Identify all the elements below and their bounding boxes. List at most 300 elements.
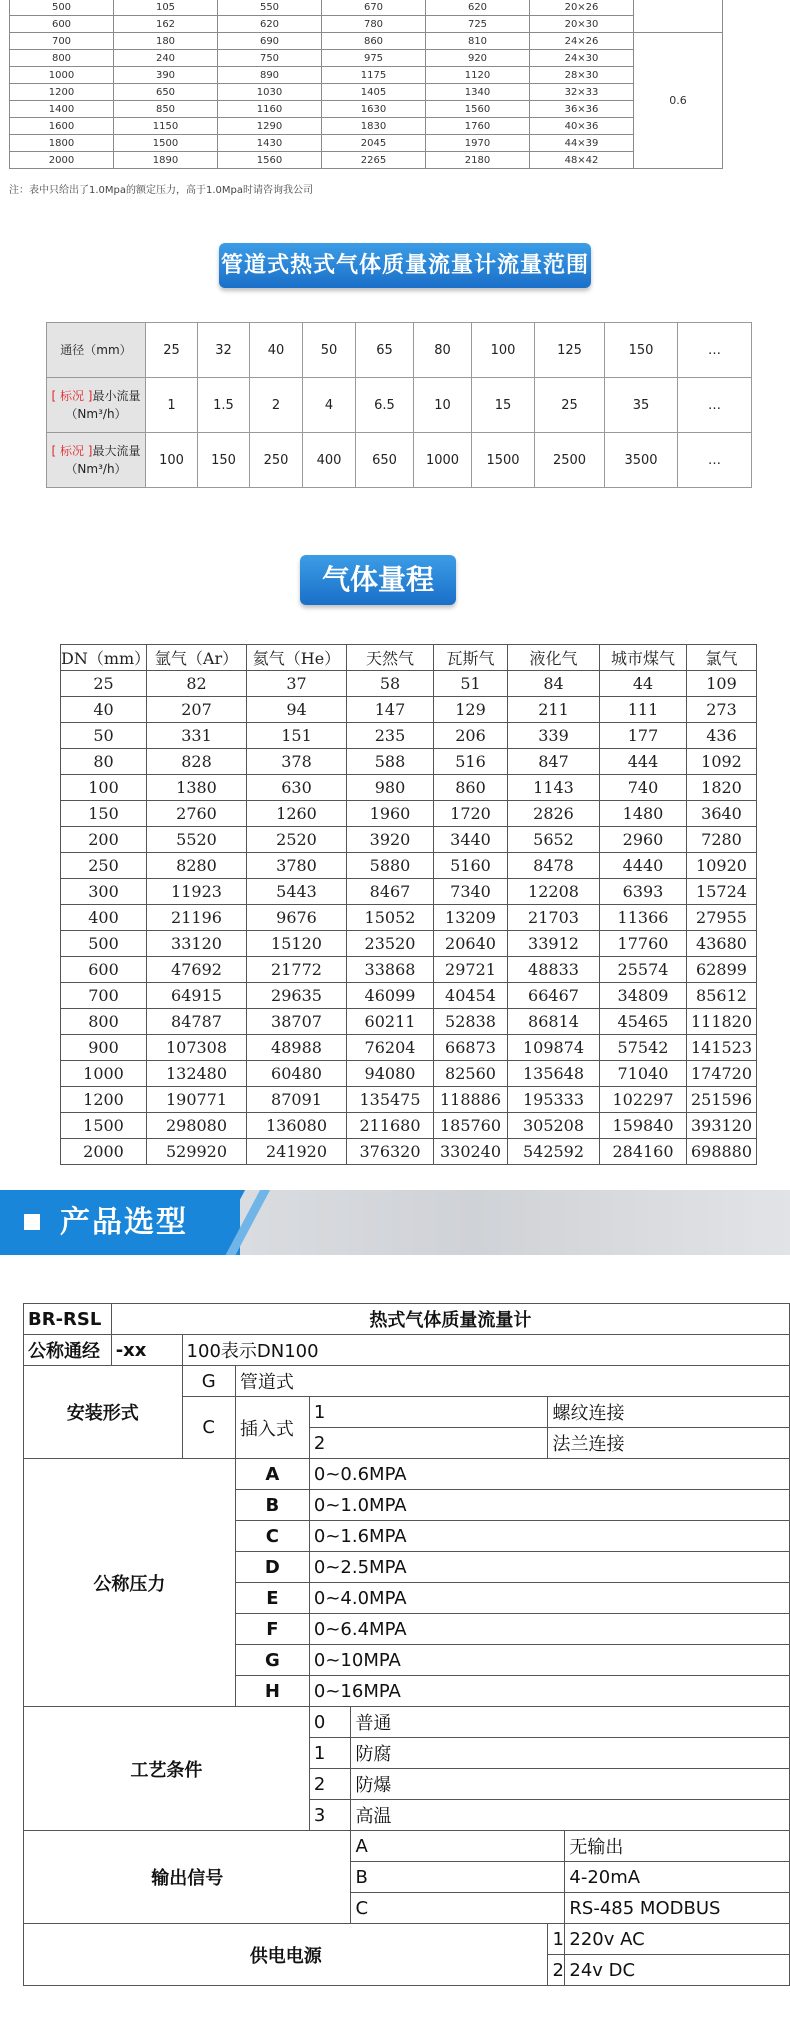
dimension-cell: 24×30	[530, 50, 634, 67]
install-c-desc: 插入式	[235, 1397, 309, 1459]
gas-cell: 109874	[508, 1035, 600, 1061]
dimension-cell: 725	[426, 16, 530, 33]
dimension-cell: 550	[218, 0, 322, 16]
gas-cell: 33912	[508, 931, 600, 957]
dimension-cell: 2000	[10, 152, 114, 169]
dimension-cell: 1760	[426, 118, 530, 135]
gas-cell: 1260	[247, 801, 347, 827]
pressure-desc: 0~10MPA	[309, 1645, 789, 1676]
install-c-option-desc: 螺纹连接	[548, 1397, 790, 1428]
gas-cell: 34809	[600, 983, 687, 1009]
gas-cell: 132480	[147, 1061, 247, 1087]
gas-cell: 111	[600, 697, 687, 723]
dimension-cell: 860	[322, 33, 426, 50]
pressure-desc: 0~4.0MPA	[309, 1583, 789, 1614]
gas-cell: 94	[247, 697, 347, 723]
gas-cell: 1092	[687, 749, 757, 775]
pressure-label: 公称压力	[24, 1459, 236, 1707]
gas-cell: 58	[347, 671, 434, 697]
gas-cell: 1200	[61, 1087, 147, 1113]
gas-cell: 85612	[687, 983, 757, 1009]
gas-cell: 211	[508, 697, 600, 723]
gas-cell: 698880	[687, 1139, 757, 1165]
gas-cell: 400	[61, 905, 147, 931]
max-flow-cell: 2500	[535, 433, 605, 488]
dimension-cell: 1030	[218, 84, 322, 101]
output-desc: RS-485 MODBUS	[565, 1893, 790, 1924]
gas-cell: 2520	[247, 827, 347, 853]
dimension-row	[10, 67, 723, 84]
dimension-cell: 620	[426, 0, 530, 16]
gas-cell: 80	[61, 749, 147, 775]
gas-cell: 25574	[600, 957, 687, 983]
gas-cell: 542592	[508, 1139, 600, 1165]
gas-cell: 1960	[347, 801, 434, 827]
min-flow-cell: 2	[250, 378, 303, 433]
gas-cell: 51	[434, 671, 508, 697]
gas-cell: 9676	[247, 905, 347, 931]
dimension-cell: 1200	[10, 84, 114, 101]
gas-cell: 52838	[434, 1009, 508, 1035]
gas-cell: 15120	[247, 931, 347, 957]
gas-cell: 1720	[434, 801, 508, 827]
gas-cell: 3780	[247, 853, 347, 879]
diameter-desc: 100表示DN100	[182, 1335, 789, 1366]
dimension-cell: 2045	[322, 135, 426, 152]
gas-cell: 740	[600, 775, 687, 801]
install-label: 安装形式	[24, 1366, 183, 1459]
dimension-cell: 240	[114, 50, 218, 67]
dimension-cell: 1340	[426, 84, 530, 101]
gas-row	[61, 1087, 757, 1113]
gas-cell: 860	[434, 775, 508, 801]
gas-cell: 135475	[347, 1087, 434, 1113]
gas-cell: 33868	[347, 957, 434, 983]
gas-cell: 251596	[687, 1087, 757, 1113]
dimension-cell: 690	[218, 33, 322, 50]
dimension-cell: 1800	[10, 135, 114, 152]
gas-cell: 500	[61, 931, 147, 957]
dimension-cell: 1160	[218, 101, 322, 118]
max-flow-cell: 150	[198, 433, 250, 488]
power-desc: 24v DC	[565, 1955, 790, 1986]
gas-cell: 23520	[347, 931, 434, 957]
model-code: BR-RSL	[24, 1304, 112, 1335]
gas-cell: 300	[61, 879, 147, 905]
gas-cell: 37	[247, 671, 347, 697]
diameter-cell: 40	[250, 323, 303, 378]
gas-header-cell: 液化气	[508, 645, 600, 671]
gas-range-table	[60, 644, 757, 1165]
gas-cell: 38707	[247, 1009, 347, 1035]
process-code: 1	[309, 1738, 351, 1769]
gas-row	[61, 749, 757, 775]
gas-range-banner: 气体量程	[300, 555, 456, 605]
pressure-code: F	[235, 1614, 309, 1645]
gas-row	[61, 723, 757, 749]
gas-cell: 118886	[434, 1087, 508, 1113]
gas-cell: 529920	[147, 1139, 247, 1165]
gas-cell: 45465	[600, 1009, 687, 1035]
gas-cell: 900	[61, 1035, 147, 1061]
gas-cell: 200	[61, 827, 147, 853]
dimension-cell: 890	[218, 67, 322, 84]
gas-cell: 185760	[434, 1113, 508, 1139]
gas-cell: 48988	[247, 1035, 347, 1061]
power-desc: 220v AC	[565, 1924, 790, 1955]
dimension-row	[10, 135, 723, 152]
diameter-cell: 80	[414, 323, 472, 378]
gas-cell: 206	[434, 723, 508, 749]
gas-cell: 111820	[687, 1009, 757, 1035]
dimension-row	[10, 16, 723, 33]
max-flow-header-cell	[47, 433, 146, 488]
dimension-cell: 390	[114, 67, 218, 84]
gas-row	[61, 1139, 757, 1165]
min-flow-cell: 35	[605, 378, 678, 433]
gas-cell: 588	[347, 749, 434, 775]
dimension-cell: 620	[218, 16, 322, 33]
pressure-code: D	[235, 1552, 309, 1583]
dimension-cell: 40×36	[530, 118, 634, 135]
gas-cell: 33120	[147, 931, 247, 957]
pressure-desc: 0~6.4MPA	[309, 1614, 789, 1645]
pressure-code: G	[235, 1645, 309, 1676]
dimension-cell: 1560	[218, 152, 322, 169]
gas-cell: 29635	[247, 983, 347, 1009]
gas-cell: 630	[247, 775, 347, 801]
gas-cell: 82	[147, 671, 247, 697]
gas-cell: 100	[61, 775, 147, 801]
gas-cell: 44	[600, 671, 687, 697]
power-code: 1	[548, 1924, 565, 1955]
gas-cell: 847	[508, 749, 600, 775]
dimension-cell: 1120	[426, 67, 530, 84]
gas-cell: 1143	[508, 775, 600, 801]
output-desc: 无输出	[565, 1831, 790, 1862]
gas-cell: 1480	[600, 801, 687, 827]
gas-cell: 4440	[600, 853, 687, 879]
min-flow-cell: 6.5	[356, 378, 414, 433]
gas-cell: 980	[347, 775, 434, 801]
gas-cell: 1000	[61, 1061, 147, 1087]
flow-range-banner: 管道式热式气体质量流量计流量范围	[219, 243, 591, 288]
dimension-cell: 850	[114, 101, 218, 118]
pressure-desc: 0~2.5MPA	[309, 1552, 789, 1583]
process-desc: 防腐	[351, 1738, 790, 1769]
gas-row	[61, 853, 757, 879]
dimension-cell: 2265	[322, 152, 426, 169]
dimension-cell: 1560	[426, 101, 530, 118]
dimension-cell: 1830	[322, 118, 426, 135]
min-flow-cell: 25	[535, 378, 605, 433]
gas-cell: 147	[347, 697, 434, 723]
product-selection-title: 产品选型	[60, 1205, 188, 1240]
gas-cell: 21703	[508, 905, 600, 931]
dimension-row	[10, 152, 723, 169]
gas-cell: 235	[347, 723, 434, 749]
pressure-desc: 0~1.6MPA	[309, 1521, 789, 1552]
dimension-cell: 1400	[10, 101, 114, 118]
gas-cell: 331	[147, 723, 247, 749]
gas-cell: 13209	[434, 905, 508, 931]
gas-cell: 60480	[247, 1061, 347, 1087]
pressure-code: A	[235, 1459, 309, 1490]
process-label: 工艺条件	[24, 1707, 310, 1831]
product-name: 热式气体质量流量计	[111, 1304, 789, 1335]
process-code: 0	[309, 1707, 351, 1738]
process-desc: 普通	[351, 1707, 790, 1738]
dimension-cell: 750	[218, 50, 322, 67]
min-flow-tag: [ 标况 ]	[51, 389, 93, 403]
gas-row	[61, 905, 757, 931]
process-code: 2	[309, 1769, 351, 1800]
gas-cell: 84787	[147, 1009, 247, 1035]
pressure-desc: 0~1.0MPA	[309, 1490, 789, 1521]
pressure-desc: 0~16MPA	[309, 1676, 789, 1707]
power-code: 2	[548, 1955, 565, 1986]
gas-cell: 5443	[247, 879, 347, 905]
dimension-cell: 920	[426, 50, 530, 67]
dimension-cell: 670	[322, 0, 426, 16]
gas-cell: 107308	[147, 1035, 247, 1061]
pressure-code: C	[235, 1521, 309, 1552]
gas-cell: 190771	[147, 1087, 247, 1113]
install-c-option-desc: 法兰连接	[548, 1428, 790, 1459]
gas-cell: 376320	[347, 1139, 434, 1165]
min-flow-cell: 1.5	[198, 378, 250, 433]
output-code: A	[351, 1831, 565, 1862]
diameter-cell: 32	[198, 323, 250, 378]
max-flow-cell: 650	[356, 433, 414, 488]
process-code: 3	[309, 1800, 351, 1831]
gas-cell: 136080	[247, 1113, 347, 1139]
min-flow-cell: …	[678, 378, 752, 433]
gas-cell: 151	[247, 723, 347, 749]
gas-cell: 8478	[508, 853, 600, 879]
max-flow-cell: 100	[146, 433, 198, 488]
min-flow-header-cell	[47, 378, 146, 433]
gas-row	[61, 1061, 757, 1087]
dimension-cell: 162	[114, 16, 218, 33]
gas-cell: 6393	[600, 879, 687, 905]
output-code: C	[351, 1893, 565, 1924]
gas-header-cell: 瓦斯气	[434, 645, 508, 671]
gas-row	[61, 671, 757, 697]
gas-cell: 207	[147, 697, 247, 723]
gas-row	[61, 1113, 757, 1139]
dimension-cell: 500	[10, 0, 114, 16]
gas-cell: 66873	[434, 1035, 508, 1061]
gas-header-cell: 氦气（He）	[247, 645, 347, 671]
gas-cell: 129	[434, 697, 508, 723]
dimension-table	[9, 0, 723, 169]
pressure-code: B	[235, 1490, 309, 1521]
gas-cell: 2826	[508, 801, 600, 827]
dimension-blank-cell	[634, 0, 723, 33]
gas-cell: 87091	[247, 1087, 347, 1113]
gas-cell: 20640	[434, 931, 508, 957]
dimension-cell: 1890	[114, 152, 218, 169]
gas-cell: 27955	[687, 905, 757, 931]
gas-cell: 5160	[434, 853, 508, 879]
dimension-cell: 1000	[10, 67, 114, 84]
gas-cell: 700	[61, 983, 147, 1009]
dimension-cell: 800	[10, 50, 114, 67]
gas-cell: 135648	[508, 1061, 600, 1087]
gas-cell: 5880	[347, 853, 434, 879]
dimension-row	[10, 50, 723, 67]
dimension-cell: 24×26	[530, 33, 634, 50]
diameter-cell: 125	[535, 323, 605, 378]
gas-cell: 15052	[347, 905, 434, 931]
diameter-cell: …	[678, 323, 752, 378]
gas-cell: 393120	[687, 1113, 757, 1139]
diameter-cell: 65	[356, 323, 414, 378]
dimension-cell: 1600	[10, 118, 114, 135]
gas-cell: 1500	[61, 1113, 147, 1139]
install-g-desc: 管道式	[235, 1366, 789, 1397]
gas-cell: 43680	[687, 931, 757, 957]
dimension-cell: 1290	[218, 118, 322, 135]
max-flow-label: 最大流量（Nm³/h）	[65, 444, 141, 476]
gas-cell: 241920	[247, 1139, 347, 1165]
gas-row	[61, 931, 757, 957]
gas-cell: 25	[61, 671, 147, 697]
gas-cell: 330240	[434, 1139, 508, 1165]
diameter-cell: 150	[605, 323, 678, 378]
process-desc: 高温	[351, 1800, 790, 1831]
gas-cell: 21196	[147, 905, 247, 931]
gas-cell: 516	[434, 749, 508, 775]
gas-header-cell: DN（mm）	[61, 645, 147, 671]
power-label: 供电电源	[24, 1924, 548, 1986]
gas-cell: 11923	[147, 879, 247, 905]
gas-cell: 84	[508, 671, 600, 697]
dimension-cell: 650	[114, 84, 218, 101]
gas-cell: 21772	[247, 957, 347, 983]
pressure-code: E	[235, 1583, 309, 1614]
install-g-code: G	[182, 1366, 235, 1397]
gas-cell: 600	[61, 957, 147, 983]
gas-cell: 15724	[687, 879, 757, 905]
gas-cell: 8467	[347, 879, 434, 905]
dimension-cell: 32×33	[530, 84, 634, 101]
dimension-row	[10, 101, 723, 118]
gas-cell: 339	[508, 723, 600, 749]
gas-cell: 48833	[508, 957, 600, 983]
gas-cell: 141523	[687, 1035, 757, 1061]
diameter-cell: 25	[146, 323, 198, 378]
gas-cell: 2960	[600, 827, 687, 853]
gas-cell: 64915	[147, 983, 247, 1009]
gas-cell: 3920	[347, 827, 434, 853]
diameter-code: -xx	[111, 1335, 182, 1366]
dimension-cell: 105	[114, 0, 218, 16]
gas-cell: 71040	[600, 1061, 687, 1087]
dimension-cell: 2180	[426, 152, 530, 169]
gas-cell: 10920	[687, 853, 757, 879]
gas-row	[61, 1009, 757, 1035]
gas-cell: 828	[147, 749, 247, 775]
selection-table	[23, 1303, 790, 1986]
max-flow-cell: …	[678, 433, 752, 488]
gas-cell: 17760	[600, 931, 687, 957]
dimension-cell: 1405	[322, 84, 426, 101]
gas-cell: 50	[61, 723, 147, 749]
gas-cell: 211680	[347, 1113, 434, 1139]
min-flow-label: 最小流量（Nm³/h）	[65, 389, 141, 421]
gas-cell: 29721	[434, 957, 508, 983]
gas-cell: 12208	[508, 879, 600, 905]
dimension-row	[10, 33, 723, 50]
pressure-code: H	[235, 1676, 309, 1707]
dimension-cell: 780	[322, 16, 426, 33]
gas-cell: 40	[61, 697, 147, 723]
gas-cell: 3440	[434, 827, 508, 853]
square-bullet-icon	[24, 1214, 40, 1230]
gas-cell: 159840	[600, 1113, 687, 1139]
dimension-cell: 36×36	[530, 101, 634, 118]
max-flow-cell: 400	[303, 433, 356, 488]
dimension-cell: 48×42	[530, 152, 634, 169]
gas-cell: 5652	[508, 827, 600, 853]
min-flow-cell: 1	[146, 378, 198, 433]
flow-range-table	[46, 322, 752, 488]
gas-cell: 60211	[347, 1009, 434, 1035]
diameter-cell: 50	[303, 323, 356, 378]
gas-row	[61, 957, 757, 983]
output-label: 输出信号	[24, 1831, 351, 1924]
gas-cell: 47692	[147, 957, 247, 983]
gas-header-cell: 天然气	[347, 645, 434, 671]
output-desc: 4-20mA	[565, 1862, 790, 1893]
gas-cell: 7340	[434, 879, 508, 905]
min-flow-cell: 15	[472, 378, 535, 433]
diameter-label: 公称通经	[24, 1335, 112, 1366]
dimension-row	[10, 0, 723, 16]
gas-header-cell: 城市煤气	[600, 645, 687, 671]
gas-cell: 102297	[600, 1087, 687, 1113]
gas-cell: 800	[61, 1009, 147, 1035]
dimension-cell: 810	[426, 33, 530, 50]
dimension-cell: 1500	[114, 135, 218, 152]
pressure-desc: 0~0.6MPA	[309, 1459, 789, 1490]
dimension-cell: 28×30	[530, 67, 634, 84]
dimension-cell: 1430	[218, 135, 322, 152]
gas-row	[61, 697, 757, 723]
gas-row	[61, 879, 757, 905]
dimension-cell: 44×39	[530, 135, 634, 152]
gas-cell: 378	[247, 749, 347, 775]
gas-cell: 66467	[508, 983, 600, 1009]
diameter-cell: 100	[472, 323, 535, 378]
dimension-cell: 600	[10, 16, 114, 33]
max-flow-tag: [ 标况 ]	[51, 444, 93, 458]
gas-cell: 94080	[347, 1061, 434, 1087]
gas-row	[61, 775, 757, 801]
gas-cell: 46099	[347, 983, 434, 1009]
install-c-option-code: 1	[309, 1397, 548, 1428]
dimension-cell: 975	[322, 50, 426, 67]
gas-header-cell: 氯气	[687, 645, 757, 671]
gas-cell: 3640	[687, 801, 757, 827]
gas-cell: 86814	[508, 1009, 600, 1035]
gas-cell: 284160	[600, 1139, 687, 1165]
dimension-cell: 20×30	[530, 16, 634, 33]
gas-header-cell: 氩气（Ar）	[147, 645, 247, 671]
gas-cell: 305208	[508, 1113, 600, 1139]
